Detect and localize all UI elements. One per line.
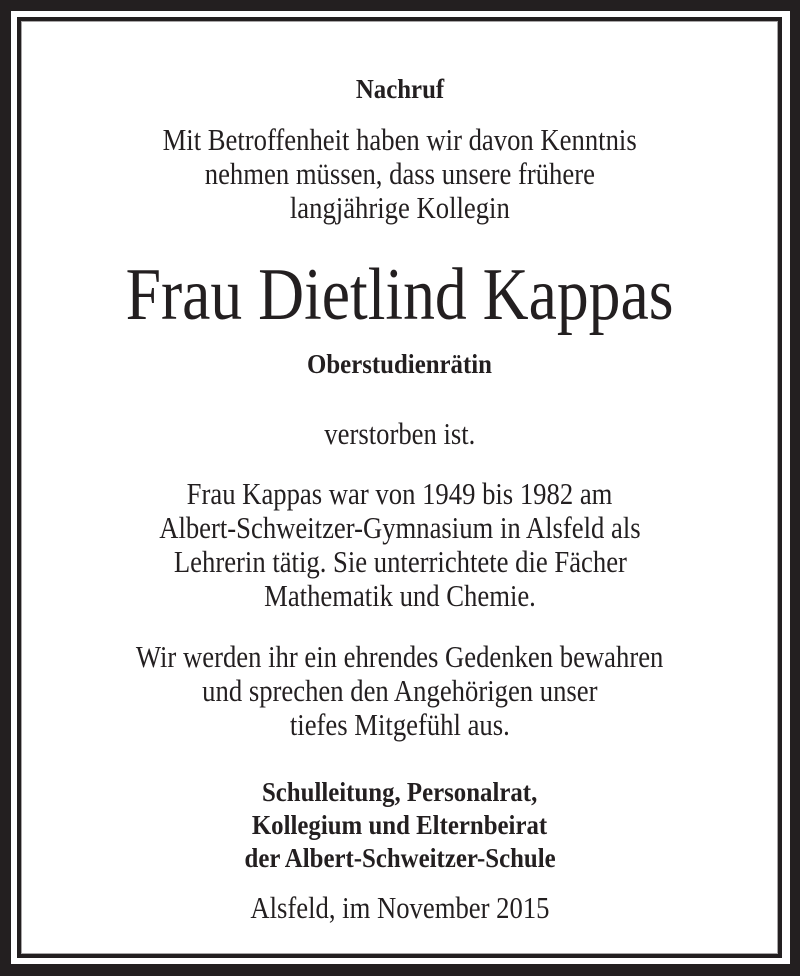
signatory-line-1: Schulleitung, Personalrat, xyxy=(262,777,538,807)
biography-line-4: Mathematik und Chemie. xyxy=(264,578,536,613)
condolence-line-1: Wir werden ihr ein ehrendes Gedenken bewahren xyxy=(136,639,664,674)
signatory-line-3: der Albert-Schweitzer-Schule xyxy=(244,843,556,873)
heading: Nachruf xyxy=(355,74,445,104)
biography-line-1: Frau Kappas war von 1949 bis 1982 am xyxy=(187,476,613,511)
signatory-line-2: Kollegium und Elternbeirat xyxy=(252,810,548,840)
deceased-title: Oberstudienrätin xyxy=(307,349,493,379)
intro-line-3: langjährige Kollegin xyxy=(290,190,510,225)
biography-line-2: Albert-Schweitzer-Gymnasium in Alsfeld als xyxy=(159,510,641,545)
condolence-line-3: tiefes Mitgefühl aus. xyxy=(290,707,510,742)
place-date: Alsfeld, im November 2015 xyxy=(250,890,550,925)
biography-line-3: Lehrerin tätig. Sie unterrichtete die Fächer xyxy=(173,544,627,579)
deceased-name: Frau Dietlind Kappas xyxy=(126,254,674,336)
condolence-line-2: und sprechen den Angehörigen unser xyxy=(202,673,598,708)
intro-line-1: Mit Betroffenheit haben wir davon Kenntnis xyxy=(162,122,638,157)
deceased-line: verstorben ist. xyxy=(324,416,476,451)
intro-line-2: nehmen müssen, dass unsere frühere xyxy=(204,156,596,191)
